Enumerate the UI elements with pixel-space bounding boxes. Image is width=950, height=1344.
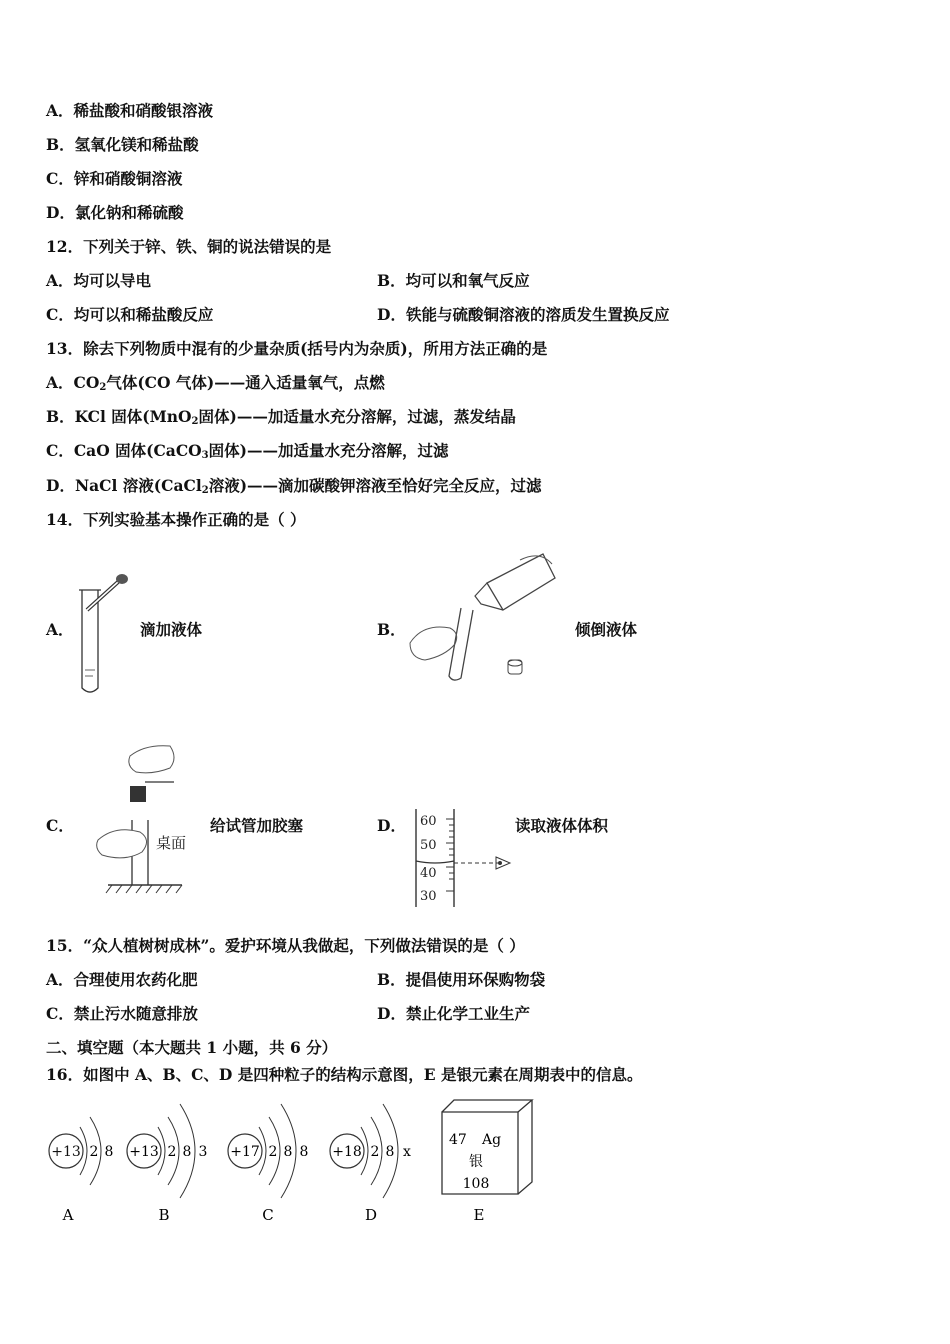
q13-option-c: C．CaO 固体(CaCO$_3$固体)——加适量水充分溶解，过滤 [46,441,449,461]
svg-text:8: 8 [104,1144,114,1160]
atom-b [127,1104,207,1224]
svg-text:8: 8 [182,1144,192,1160]
q14-c-letter: C． [46,816,74,835]
svg-text:108: 108 [462,1176,490,1192]
svg-text:C: C [262,1206,274,1224]
svg-text:银: 银 [469,1154,483,1170]
svg-text:+13: +13 [129,1144,159,1160]
svg-text:x: x [403,1144,411,1160]
q12-option-c: C．均可以和稀盐酸反应 [46,305,214,324]
svg-text:2: 2 [370,1144,380,1160]
q11-option-a: A．稀盐酸和硝酸银溶液 [46,101,214,120]
tick-30: 30 [420,889,437,904]
q15-option-b: B．提倡使用环保购物袋 [377,970,546,989]
q11-option-b: B．氢氧化镁和稀盐酸 [46,135,199,154]
q14-b-caption: 倾倒液体 [575,620,638,639]
q14-d-letter: D． [377,816,406,835]
svg-text:D: D [364,1206,378,1224]
q15-option-c: C．禁止污水随意排放 [46,1004,198,1023]
q15-option-a: A．合理使用农药化肥 [46,970,198,989]
atom-c [228,1104,308,1224]
svg-text:+13: +13 [51,1144,81,1160]
q13-stem: 13．除去下列物质中混有的少量杂质(括号内为杂质)，所用方法正确的是 [46,339,548,358]
tick-50: 50 [420,838,437,853]
svg-text:A: A [62,1206,74,1224]
svg-text:8: 8 [299,1144,309,1160]
svg-text:+17: +17 [230,1144,260,1160]
q14-d-caption: 读取液体体积 [515,816,609,835]
pouring-figure [405,548,565,688]
q14-c-caption: 给试管加胶塞 [210,816,304,835]
svg-text:8: 8 [283,1144,293,1160]
q14-b-letter: B． [377,620,406,639]
svg-text:47: 47 [449,1132,467,1148]
tick-40: 40 [420,866,437,881]
q15-option-d: D．禁止化学工业生产 [377,1004,530,1023]
svg-text:+18: +18 [332,1144,362,1160]
q11-option-c: C．锌和硝酸铜溶液 [46,169,183,188]
cylinder-figure [410,805,520,910]
tick-60: 60 [420,814,437,829]
q16-stem: 16．如图中 A、B、C、D 是四种粒子的结构示意图，E 是银元素在周期表中的信息。 [46,1065,643,1084]
q14-a-letter: A． [46,620,74,639]
q12-option-d: D．铁能与硫酸铜溶液的溶质发生置换反应 [377,305,670,324]
q13-option-b: B．KCl 固体(MnO$_2$固体)——加适量水充分溶解，过滤，蒸发结晶 [46,407,516,427]
svg-text:E: E [473,1206,485,1224]
svg-text:2: 2 [268,1144,278,1160]
section-2-heading: 二、填空题（本大题共 1 小题，共 6 分） [46,1038,338,1057]
svg-text:2: 2 [167,1144,177,1160]
q12-stem: 12．下列关于锌、铁、铜的说法错误的是 [46,237,332,256]
q12-option-a: A．均可以导电 [46,271,152,290]
svg-text:8: 8 [385,1144,395,1160]
dropper-figure [70,570,140,700]
svg-text:2: 2 [89,1144,99,1160]
atom-structure-diagrams [40,1090,600,1230]
table-label: 桌面 [156,834,187,852]
stopper-figure [90,740,200,900]
svg-text:B: B [158,1206,170,1224]
q14-stem: 14．下列实验基本操作正确的是（ ） [46,510,306,529]
element-cell-silver [442,1100,532,1224]
svg-text:Ag: Ag [482,1132,502,1148]
atom-d [330,1104,411,1224]
q15-stem: 15．“众人植树树成林”。爱护环境从我做起，下列做法错误的是（ ） [46,936,525,955]
q13-option-d: D．NaCl 溶液(CaCl$_2$溶液)——滴加碳酸钾溶液至恰好完全反应，过滤 [46,476,542,496]
q12-option-b: B．均可以和氧气反应 [377,271,530,290]
atom-a [49,1117,113,1224]
q14-a-caption: 滴加液体 [140,620,203,639]
svg-text:3: 3 [198,1144,208,1160]
q13-option-a: A．$CO_2$气体(CO 气体)——通入适量氧气，点燃 [46,373,385,393]
q11-option-d: D．氯化钠和稀硫酸 [46,203,184,222]
